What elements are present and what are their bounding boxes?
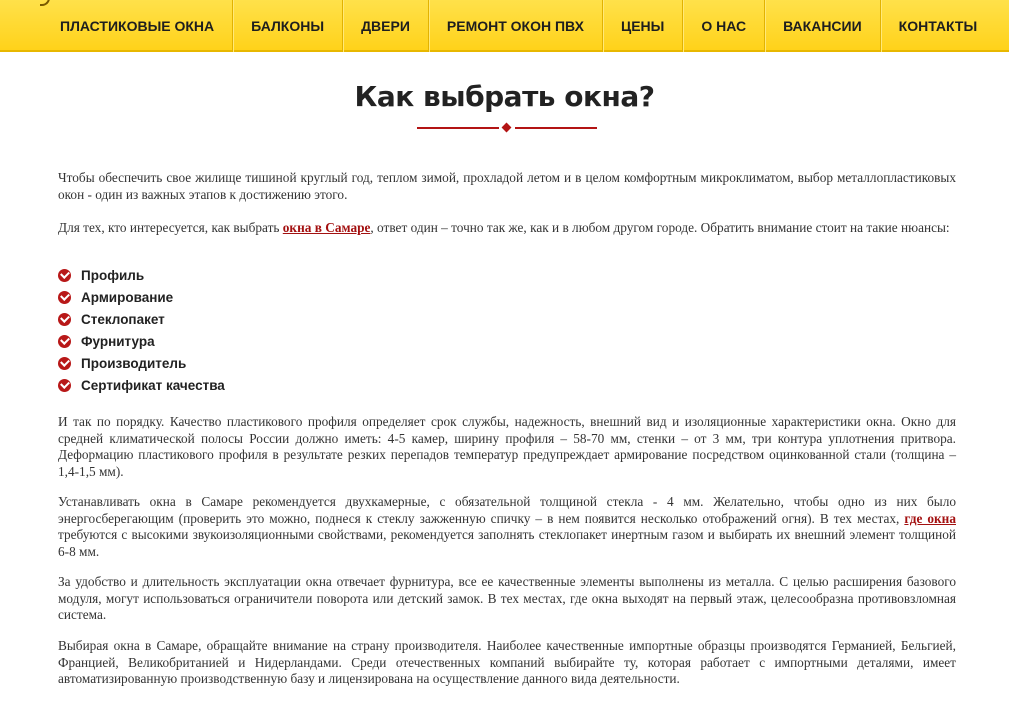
link-windows-samara[interactable]: окна в Самаре bbox=[282, 220, 371, 235]
list-item bbox=[58, 286, 225, 308]
list-item bbox=[58, 308, 225, 330]
paragraph-text: Устанавливать окна в Самаре рекомендуется двухкамерные, с обязательной толщиной стекла - 4 мм. Желательно, чтобы одно из них было энергосберегающим (проверить это можно, поднеся к стеклу зажженную спичку – в нем появится несколько отображений огня). В тех местах, bbox=[58, 494, 956, 526]
article-paragraph-hardware: За удобство и длительность эксплуатации окна отвечает фурнитура, все ее качественные элементы выполнены из металла. С целью расширения базового модуля, могут использоваться ограничители поворота или детский замок. В тех местах, где окна выходят на первый этаж, целесообразна противовзломная система. bbox=[58, 574, 956, 622]
check-circle-icon bbox=[58, 291, 71, 304]
nav-menu bbox=[42, 0, 995, 52]
check-circle-icon bbox=[58, 335, 71, 348]
paragraph-text: требуются с высокими звукоизоляционными свойствами, рекомендуется заполнять стеклопакет инертным газом и выбирать их внешний элемент толщиной 6-8 мм. bbox=[58, 527, 956, 559]
article-paragraph-nuances bbox=[58, 220, 956, 237]
check-circle-icon bbox=[58, 379, 71, 392]
list-item bbox=[58, 264, 225, 286]
list-item bbox=[58, 352, 225, 374]
list-item bbox=[58, 374, 225, 396]
feature-label: Фурнитура bbox=[81, 333, 155, 349]
page-title: Как выбрать окна? bbox=[354, 80, 655, 113]
feature-label: Производитель bbox=[81, 355, 187, 371]
nav-item-pvc-repair[interactable]: РЕМОНТ ОКОН ПВХ bbox=[429, 0, 603, 52]
divider-line-right bbox=[515, 127, 597, 129]
nav-item-vacancies[interactable]: ВАКАНСИИ bbox=[765, 0, 881, 52]
check-circle-icon bbox=[58, 313, 71, 326]
title-divider bbox=[417, 123, 597, 133]
link-where-windows[interactable]: где окна bbox=[904, 510, 956, 526]
nav-item-about[interactable]: О НАС bbox=[683, 0, 765, 52]
diamond-icon bbox=[502, 123, 512, 133]
main-navigation bbox=[0, 0, 1009, 52]
check-circle-icon bbox=[58, 269, 71, 282]
nav-item-contacts[interactable]: КОНТАКТЫ bbox=[898, 18, 978, 34]
nav-item-doors[interactable]: ДВЕРИ bbox=[343, 0, 429, 52]
paragraph-text: Для тех, кто интересуется, как выбрать bbox=[58, 220, 283, 235]
article-paragraph-intro: Чтобы обеспечить свое жилище тишиной круглый год, теплом зимой, прохладой летом и в целом комфортным микроклиматом, выбор металлопластиковых окон - один из важных этапов к достижению этого. bbox=[58, 170, 956, 202]
nav-item-plastic-windows[interactable]: ПЛАСТИКОВЫЕ ОКНА bbox=[42, 0, 233, 52]
feature-label: Сертификат качества bbox=[81, 377, 225, 393]
feature-label: Стеклопакет bbox=[81, 311, 165, 327]
feature-label: Армирование bbox=[81, 289, 174, 305]
divider-line-left bbox=[417, 127, 499, 129]
nav-item-prices[interactable]: ЦЕНЫ bbox=[603, 0, 683, 52]
feature-label: Профиль bbox=[81, 267, 145, 283]
article-paragraph-profile: И так по порядку. Качество пластикового профиля определяет срок службы, надежность, внешний вид и изоляционные характеристики окна. Окно для средней климатической полосы России должно иметь: 4-5 камер, ширину профиля – 58-70 мм, стенки – от 3 мм, три контура уплотнения притвора. Деформацию пластикового профиля в результате резких перепадов температур предупреждает армирование посредством оцинкованной стали (толщина – 1,4-1,5 мм). bbox=[58, 414, 956, 479]
features-list bbox=[58, 264, 225, 396]
list-item bbox=[58, 330, 225, 352]
paragraph-text: , ответ один – точно так же, как и в любом другом городе. Обратить внимание стоит на такие нюансы: bbox=[370, 220, 950, 235]
article-paragraph-manufacturer: Выбирая окна в Самаре, обращайте внимание на страну производителя. Наиболее качественные импортные образцы производятся Германией, Бельгией, Францией, Великобританией и Нидерландами. Среди отечественных компаний выбирайте ту, которая работает с импортными деталями, имеет автоматизированную производственную базу и лицензирована на осуществление данного вида деятельности. bbox=[58, 638, 956, 686]
article-paragraph-glazing bbox=[58, 494, 956, 560]
nav-item-balconies[interactable]: БАЛКОНЫ bbox=[233, 0, 343, 52]
check-circle-icon bbox=[58, 357, 71, 370]
